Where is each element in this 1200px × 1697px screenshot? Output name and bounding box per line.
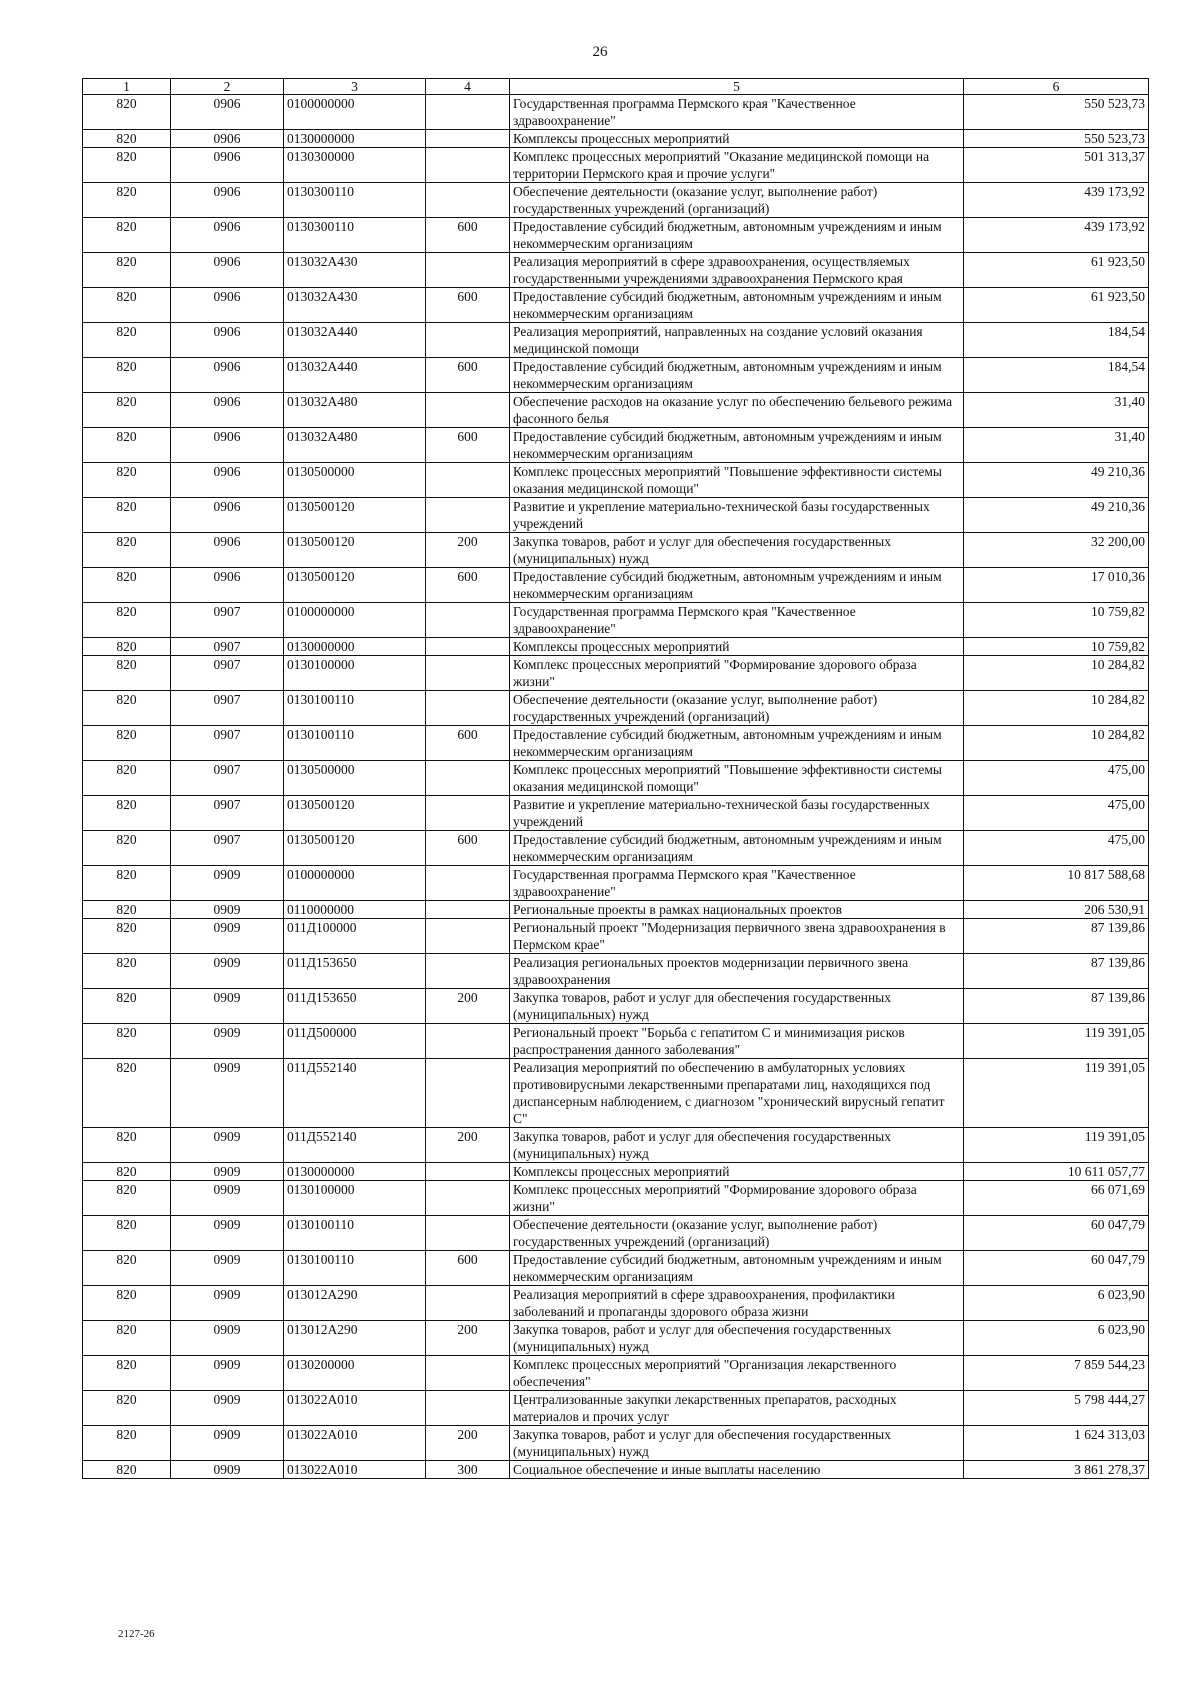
table-row xyxy=(83,796,1149,831)
cell-c6: 87 139,86 xyxy=(964,954,1149,989)
cell-c2: 0907 xyxy=(171,796,284,831)
cell-c2: 0909 xyxy=(171,919,284,954)
cell-c1: 820 xyxy=(83,1391,171,1426)
cell-c3: 0130500120 xyxy=(284,831,426,866)
table-row xyxy=(83,1391,1149,1426)
cell-c3: 013032А430 xyxy=(284,253,426,288)
cell-c6: 439 173,92 xyxy=(964,218,1149,253)
cell-c1: 820 xyxy=(83,393,171,428)
cell-c5: Комплексы процессных мероприятий xyxy=(510,130,964,148)
footer-code: 2127-26 xyxy=(118,1628,155,1640)
cell-c4 xyxy=(426,901,510,919)
cell-c6: 6 023,90 xyxy=(964,1321,1149,1356)
cell-c1: 820 xyxy=(83,726,171,761)
table-row xyxy=(83,183,1149,218)
table-body xyxy=(83,95,1149,1479)
cell-c6: 31,40 xyxy=(964,428,1149,463)
cell-c2: 0909 xyxy=(171,1251,284,1286)
cell-c5: Государственная программа Пермского края "Качественное здравоохранение" xyxy=(510,866,964,901)
header-cell: 4 xyxy=(426,79,510,95)
cell-c2: 0909 xyxy=(171,1321,284,1356)
cell-c3: 013032А430 xyxy=(284,288,426,323)
cell-c4 xyxy=(426,1024,510,1059)
cell-c2: 0906 xyxy=(171,130,284,148)
cell-c4 xyxy=(426,919,510,954)
table-row xyxy=(83,533,1149,568)
cell-c6: 439 173,92 xyxy=(964,183,1149,218)
cell-c5: Предоставление субсидий бюджетным, автономным учреждениям и иным некоммерческим организациям xyxy=(510,218,964,253)
cell-c5: Обеспечение деятельности (оказание услуг, выполнение работ) государственных учреждений (организаций) xyxy=(510,691,964,726)
cell-c5: Закупка товаров, работ и услуг для обеспечения государственных (муниципальных) нужд xyxy=(510,533,964,568)
table-row xyxy=(83,954,1149,989)
cell-c5: Комплекс процессных мероприятий "Формирование здорового образа жизни" xyxy=(510,1181,964,1216)
cell-c1: 820 xyxy=(83,1181,171,1216)
table-row xyxy=(83,253,1149,288)
table-row xyxy=(83,1181,1149,1216)
cell-c5: Комплекс процессных мероприятий "Оказание медицинской помощи на территории Пермского края и прочие услуги" xyxy=(510,148,964,183)
cell-c4 xyxy=(426,1391,510,1426)
cell-c6: 7 859 544,23 xyxy=(964,1356,1149,1391)
cell-c6: 10 817 588,68 xyxy=(964,866,1149,901)
cell-c3: 011Д100000 xyxy=(284,919,426,954)
table-row xyxy=(83,656,1149,691)
cell-c1: 820 xyxy=(83,901,171,919)
cell-c1: 820 xyxy=(83,95,171,130)
cell-c4: 600 xyxy=(426,428,510,463)
cell-c4: 600 xyxy=(426,726,510,761)
cell-c4 xyxy=(426,761,510,796)
cell-c5: Централизованные закупки лекарственных препаратов, расходных материалов и прочих услуг xyxy=(510,1391,964,1426)
table-row xyxy=(83,1461,1149,1479)
cell-c4 xyxy=(426,796,510,831)
cell-c3: 011Д500000 xyxy=(284,1024,426,1059)
cell-c3: 0130300000 xyxy=(284,148,426,183)
cell-c5: Реализация мероприятий в сфере здравоохранения, профилактики заболеваний и пропаганды здорового образа жизни xyxy=(510,1286,964,1321)
cell-c2: 0906 xyxy=(171,323,284,358)
cell-c4 xyxy=(426,1356,510,1391)
table-row xyxy=(83,1251,1149,1286)
cell-c5: Государственная программа Пермского края "Качественное здравоохранение" xyxy=(510,603,964,638)
cell-c3: 0100000000 xyxy=(284,866,426,901)
table-row xyxy=(83,638,1149,656)
cell-c3: 0130100110 xyxy=(284,691,426,726)
table-row xyxy=(83,130,1149,148)
table-row xyxy=(83,1059,1149,1128)
cell-c6: 10 611 057,77 xyxy=(964,1163,1149,1181)
cell-c6: 60 047,79 xyxy=(964,1216,1149,1251)
cell-c3: 0130500120 xyxy=(284,796,426,831)
cell-c3: 0130300110 xyxy=(284,183,426,218)
header-cell: 6 xyxy=(964,79,1149,95)
cell-c3: 013032А440 xyxy=(284,323,426,358)
header-cell: 5 xyxy=(510,79,964,95)
cell-c1: 820 xyxy=(83,148,171,183)
cell-c5: Социальное обеспечение и иные выплаты населению xyxy=(510,1461,964,1479)
cell-c2: 0907 xyxy=(171,603,284,638)
cell-c4 xyxy=(426,1286,510,1321)
cell-c6: 184,54 xyxy=(964,323,1149,358)
cell-c3: 0130500120 xyxy=(284,498,426,533)
cell-c4 xyxy=(426,130,510,148)
cell-c5: Комплекс процессных мероприятий "Повышение эффективности системы оказания медицинской помощи" xyxy=(510,761,964,796)
cell-c2: 0909 xyxy=(171,1356,284,1391)
cell-c5: Обеспечение деятельности (оказание услуг, выполнение работ) государственных учреждений (организаций) xyxy=(510,183,964,218)
cell-c4 xyxy=(426,1216,510,1251)
cell-c1: 820 xyxy=(83,130,171,148)
cell-c3: 011Д552140 xyxy=(284,1128,426,1163)
cell-c3: 0130000000 xyxy=(284,638,426,656)
page-number: 26 xyxy=(592,44,608,60)
cell-c2: 0909 xyxy=(171,1024,284,1059)
cell-c2: 0909 xyxy=(171,1286,284,1321)
cell-c2: 0909 xyxy=(171,1128,284,1163)
cell-c6: 10 284,82 xyxy=(964,726,1149,761)
cell-c3: 013012А290 xyxy=(284,1286,426,1321)
cell-c5: Предоставление субсидий бюджетным, автономным учреждениям и иным некоммерческим организациям xyxy=(510,288,964,323)
table-row xyxy=(83,218,1149,253)
cell-c6: 206 530,91 xyxy=(964,901,1149,919)
header-cell: 3 xyxy=(284,79,426,95)
table-row xyxy=(83,1128,1149,1163)
cell-c4 xyxy=(426,691,510,726)
cell-c4: 600 xyxy=(426,358,510,393)
cell-c3: 0130500120 xyxy=(284,568,426,603)
cell-c5: Региональный проект "Борьба с гепатитом С и минимизация рисков распространения данного заболевания" xyxy=(510,1024,964,1059)
cell-c3: 0130500120 xyxy=(284,533,426,568)
table-row xyxy=(83,393,1149,428)
cell-c6: 17 010,36 xyxy=(964,568,1149,603)
cell-c5: Обеспечение деятельности (оказание услуг, выполнение работ) государственных учреждений (организаций) xyxy=(510,1216,964,1251)
cell-c1: 820 xyxy=(83,463,171,498)
cell-c1: 820 xyxy=(83,656,171,691)
cell-c6: 61 923,50 xyxy=(964,288,1149,323)
cell-c2: 0909 xyxy=(171,954,284,989)
cell-c1: 820 xyxy=(83,1426,171,1461)
header-cell: 1 xyxy=(83,79,171,95)
cell-c6: 60 047,79 xyxy=(964,1251,1149,1286)
cell-c4 xyxy=(426,603,510,638)
cell-c4: 600 xyxy=(426,568,510,603)
cell-c5: Закупка товаров, работ и услуг для обеспечения государственных (муниципальных) нужд xyxy=(510,1426,964,1461)
table-row xyxy=(83,901,1149,919)
cell-c3: 013022А010 xyxy=(284,1461,426,1479)
cell-c4: 200 xyxy=(426,989,510,1024)
cell-c6: 6 023,90 xyxy=(964,1286,1149,1321)
cell-c5: Реализация региональных проектов модернизации первичного звена здравоохранения xyxy=(510,954,964,989)
cell-c6: 32 200,00 xyxy=(964,533,1149,568)
cell-c2: 0909 xyxy=(171,1059,284,1128)
table-row xyxy=(83,989,1149,1024)
cell-c2: 0909 xyxy=(171,1461,284,1479)
cell-c5: Предоставление субсидий бюджетным, автономным учреждениям и иным некоммерческим организациям xyxy=(510,568,964,603)
cell-c6: 10 284,82 xyxy=(964,691,1149,726)
cell-c5: Комплекс процессных мероприятий "Организация лекарственного обеспечения" xyxy=(510,1356,964,1391)
cell-c4: 200 xyxy=(426,1128,510,1163)
cell-c2: 0909 xyxy=(171,1391,284,1426)
cell-c2: 0907 xyxy=(171,726,284,761)
cell-c4 xyxy=(426,393,510,428)
cell-c2: 0906 xyxy=(171,183,284,218)
cell-c2: 0906 xyxy=(171,428,284,463)
cell-c4 xyxy=(426,1163,510,1181)
cell-c3: 0110000000 xyxy=(284,901,426,919)
cell-c6: 61 923,50 xyxy=(964,253,1149,288)
table-row xyxy=(83,1163,1149,1181)
cell-c4 xyxy=(426,323,510,358)
cell-c5: Закупка товаров, работ и услуг для обеспечения государственных (муниципальных) нужд xyxy=(510,1321,964,1356)
cell-c1: 820 xyxy=(83,796,171,831)
header-row xyxy=(83,79,1149,95)
table-row xyxy=(83,603,1149,638)
cell-c6: 550 523,73 xyxy=(964,130,1149,148)
table-row xyxy=(83,568,1149,603)
cell-c4 xyxy=(426,638,510,656)
cell-c3: 011Д552140 xyxy=(284,1059,426,1128)
cell-c4 xyxy=(426,253,510,288)
cell-c1: 820 xyxy=(83,498,171,533)
cell-c2: 0907 xyxy=(171,638,284,656)
cell-c2: 0906 xyxy=(171,393,284,428)
cell-c5: Развитие и укрепление материально-технической базы государственных учреждений xyxy=(510,796,964,831)
cell-c4: 200 xyxy=(426,1321,510,1356)
cell-c3: 0130200000 xyxy=(284,1356,426,1391)
cell-c2: 0906 xyxy=(171,95,284,130)
table-row xyxy=(83,691,1149,726)
header-cell: 2 xyxy=(171,79,284,95)
table-row xyxy=(83,463,1149,498)
cell-c6: 501 313,37 xyxy=(964,148,1149,183)
cell-c4 xyxy=(426,656,510,691)
cell-c6: 119 391,05 xyxy=(964,1128,1149,1163)
cell-c5: Закупка товаров, работ и услуг для обеспечения государственных (муниципальных) нужд xyxy=(510,1128,964,1163)
cell-c1: 820 xyxy=(83,954,171,989)
cell-c4 xyxy=(426,866,510,901)
cell-c6: 5 798 444,27 xyxy=(964,1391,1149,1426)
cell-c4 xyxy=(426,1059,510,1128)
cell-c2: 0906 xyxy=(171,148,284,183)
cell-c5: Предоставление субсидий бюджетным, автономным учреждениям и иным некоммерческим организациям xyxy=(510,1251,964,1286)
cell-c3: 0130500000 xyxy=(284,463,426,498)
cell-c3: 011Д153650 xyxy=(284,989,426,1024)
cell-c5: Предоставление субсидий бюджетным, автономным учреждениям и иным некоммерческим организациям xyxy=(510,726,964,761)
table-row xyxy=(83,1321,1149,1356)
cell-c1: 820 xyxy=(83,218,171,253)
cell-c1: 820 xyxy=(83,638,171,656)
cell-c5: Комплекс процессных мероприятий "Повышение эффективности системы оказания медицинской помощи" xyxy=(510,463,964,498)
cell-c6: 10 759,82 xyxy=(964,603,1149,638)
cell-c6: 119 391,05 xyxy=(964,1059,1149,1128)
cell-c6: 475,00 xyxy=(964,761,1149,796)
table-row xyxy=(83,1216,1149,1251)
table-row xyxy=(83,726,1149,761)
cell-c2: 0906 xyxy=(171,288,284,323)
table-row xyxy=(83,498,1149,533)
cell-c2: 0909 xyxy=(171,1163,284,1181)
cell-c4 xyxy=(426,95,510,130)
cell-c1: 820 xyxy=(83,989,171,1024)
cell-c6: 475,00 xyxy=(964,831,1149,866)
cell-c1: 820 xyxy=(83,1163,171,1181)
cell-c2: 0906 xyxy=(171,498,284,533)
cell-c1: 820 xyxy=(83,866,171,901)
cell-c1: 820 xyxy=(83,1128,171,1163)
cell-c1: 820 xyxy=(83,288,171,323)
cell-c1: 820 xyxy=(83,919,171,954)
cell-c3: 0130500000 xyxy=(284,761,426,796)
cell-c1: 820 xyxy=(83,1356,171,1391)
cell-c2: 0906 xyxy=(171,218,284,253)
cell-c5: Предоставление субсидий бюджетным, автономным учреждениям и иным некоммерческим организациям xyxy=(510,831,964,866)
cell-c4: 200 xyxy=(426,533,510,568)
cell-c5: Региональный проект "Модернизация первичного звена здравоохранения в Пермском крае" xyxy=(510,919,964,954)
cell-c1: 820 xyxy=(83,323,171,358)
cell-c3: 013032А480 xyxy=(284,393,426,428)
cell-c2: 0906 xyxy=(171,533,284,568)
table-row xyxy=(83,831,1149,866)
table-row xyxy=(83,1426,1149,1461)
cell-c2: 0907 xyxy=(171,831,284,866)
cell-c4 xyxy=(426,463,510,498)
cell-c6: 31,40 xyxy=(964,393,1149,428)
cell-c1: 820 xyxy=(83,831,171,866)
cell-c2: 0907 xyxy=(171,691,284,726)
cell-c3: 0100000000 xyxy=(284,603,426,638)
cell-c1: 820 xyxy=(83,253,171,288)
cell-c1: 820 xyxy=(83,183,171,218)
cell-c3: 0130000000 xyxy=(284,1163,426,1181)
cell-c5: Реализация мероприятий, направленных на создание условий оказания медицинской помощи xyxy=(510,323,964,358)
cell-c6: 49 210,36 xyxy=(964,498,1149,533)
cell-c1: 820 xyxy=(83,428,171,463)
cell-c1: 820 xyxy=(83,533,171,568)
cell-c5: Комплексы процессных мероприятий xyxy=(510,1163,964,1181)
table-row xyxy=(83,866,1149,901)
cell-c2: 0907 xyxy=(171,656,284,691)
cell-c5: Предоставление субсидий бюджетным, автономным учреждениям и иным некоммерческим организациям xyxy=(510,428,964,463)
cell-c2: 0906 xyxy=(171,253,284,288)
cell-c6: 475,00 xyxy=(964,796,1149,831)
cell-c3: 0130100000 xyxy=(284,656,426,691)
table-row xyxy=(83,919,1149,954)
cell-c3: 013022А010 xyxy=(284,1391,426,1426)
cell-c1: 820 xyxy=(83,761,171,796)
cell-c2: 0909 xyxy=(171,989,284,1024)
table-row xyxy=(83,1356,1149,1391)
cell-c2: 0909 xyxy=(171,1216,284,1251)
cell-c2: 0909 xyxy=(171,866,284,901)
table-row xyxy=(83,95,1149,130)
cell-c1: 820 xyxy=(83,691,171,726)
cell-c3: 013022А010 xyxy=(284,1426,426,1461)
cell-c1: 820 xyxy=(83,358,171,393)
cell-c1: 820 xyxy=(83,568,171,603)
table-row xyxy=(83,1024,1149,1059)
cell-c6: 10 284,82 xyxy=(964,656,1149,691)
cell-c4: 600 xyxy=(426,831,510,866)
table-row xyxy=(83,323,1149,358)
budget-table xyxy=(82,78,1149,1479)
cell-c3: 0130000000 xyxy=(284,130,426,148)
cell-c5: Развитие и укрепление материально-технической базы государственных учреждений xyxy=(510,498,964,533)
cell-c5: Государственная программа Пермского края "Качественное здравоохранение" xyxy=(510,95,964,130)
cell-c5: Обеспечение расходов на оказание услуг по обеспечению бельевого режима фасонного белья xyxy=(510,393,964,428)
cell-c6: 550 523,73 xyxy=(964,95,1149,130)
cell-c5: Закупка товаров, работ и услуг для обеспечения государственных (муниципальных) нужд xyxy=(510,989,964,1024)
cell-c2: 0906 xyxy=(171,358,284,393)
cell-c6: 3 861 278,37 xyxy=(964,1461,1149,1479)
cell-c3: 0130300110 xyxy=(284,218,426,253)
cell-c4: 200 xyxy=(426,1426,510,1461)
cell-c1: 820 xyxy=(83,1321,171,1356)
cell-c3: 0100000000 xyxy=(284,95,426,130)
cell-c3: 013012А290 xyxy=(284,1321,426,1356)
cell-c5: Комплекс процессных мероприятий "Формирование здорового образа жизни" xyxy=(510,656,964,691)
cell-c5: Региональные проекты в рамках национальных проектов xyxy=(510,901,964,919)
cell-c4 xyxy=(426,148,510,183)
cell-c4: 600 xyxy=(426,1251,510,1286)
cell-c2: 0909 xyxy=(171,1181,284,1216)
cell-c3: 0130100110 xyxy=(284,1216,426,1251)
cell-c6: 49 210,36 xyxy=(964,463,1149,498)
table-row xyxy=(83,1286,1149,1321)
cell-c1: 820 xyxy=(83,1024,171,1059)
cell-c5: Комплексы процессных мероприятий xyxy=(510,638,964,656)
cell-c5: Реализация мероприятий в сфере здравоохранения, осуществляемых государственными учреждениями здравоохранения Пермского края xyxy=(510,253,964,288)
cell-c4: 600 xyxy=(426,218,510,253)
cell-c3: 0130100000 xyxy=(284,1181,426,1216)
cell-c4: 300 xyxy=(426,1461,510,1479)
cell-c2: 0909 xyxy=(171,1426,284,1461)
cell-c6: 87 139,86 xyxy=(964,919,1149,954)
cell-c2: 0906 xyxy=(171,568,284,603)
cell-c6: 10 759,82 xyxy=(964,638,1149,656)
cell-c5: Предоставление субсидий бюджетным, автономным учреждениям и иным некоммерческим организациям xyxy=(510,358,964,393)
cell-c1: 820 xyxy=(83,1059,171,1128)
cell-c4 xyxy=(426,1181,510,1216)
cell-c2: 0906 xyxy=(171,463,284,498)
cell-c1: 820 xyxy=(83,1286,171,1321)
cell-c6: 66 071,69 xyxy=(964,1181,1149,1216)
cell-c3: 013032А480 xyxy=(284,428,426,463)
cell-c4 xyxy=(426,954,510,989)
table-row xyxy=(83,428,1149,463)
cell-c6: 1 624 313,03 xyxy=(964,1426,1149,1461)
cell-c6: 184,54 xyxy=(964,358,1149,393)
cell-c2: 0907 xyxy=(171,761,284,796)
cell-c2: 0909 xyxy=(171,901,284,919)
cell-c1: 820 xyxy=(83,1251,171,1286)
cell-c6: 87 139,86 xyxy=(964,989,1149,1024)
cell-c3: 013032А440 xyxy=(284,358,426,393)
cell-c5: Реализация мероприятий по обеспечению в амбулаторных условиях противовирусными лекарственными препаратами лиц, находящихся под диспансерным наблюдением, с диагнозом "хронический вирусный гепатит С" xyxy=(510,1059,964,1128)
cell-c4 xyxy=(426,183,510,218)
cell-c6: 119 391,05 xyxy=(964,1024,1149,1059)
table-row xyxy=(83,148,1149,183)
cell-c4: 600 xyxy=(426,288,510,323)
table-row xyxy=(83,358,1149,393)
table-row xyxy=(83,288,1149,323)
cell-c1: 820 xyxy=(83,603,171,638)
cell-c3: 011Д153650 xyxy=(284,954,426,989)
table-row xyxy=(83,761,1149,796)
cell-c1: 820 xyxy=(83,1216,171,1251)
cell-c3: 0130100110 xyxy=(284,1251,426,1286)
cell-c3: 0130100110 xyxy=(284,726,426,761)
cell-c1: 820 xyxy=(83,1461,171,1479)
cell-c4 xyxy=(426,498,510,533)
